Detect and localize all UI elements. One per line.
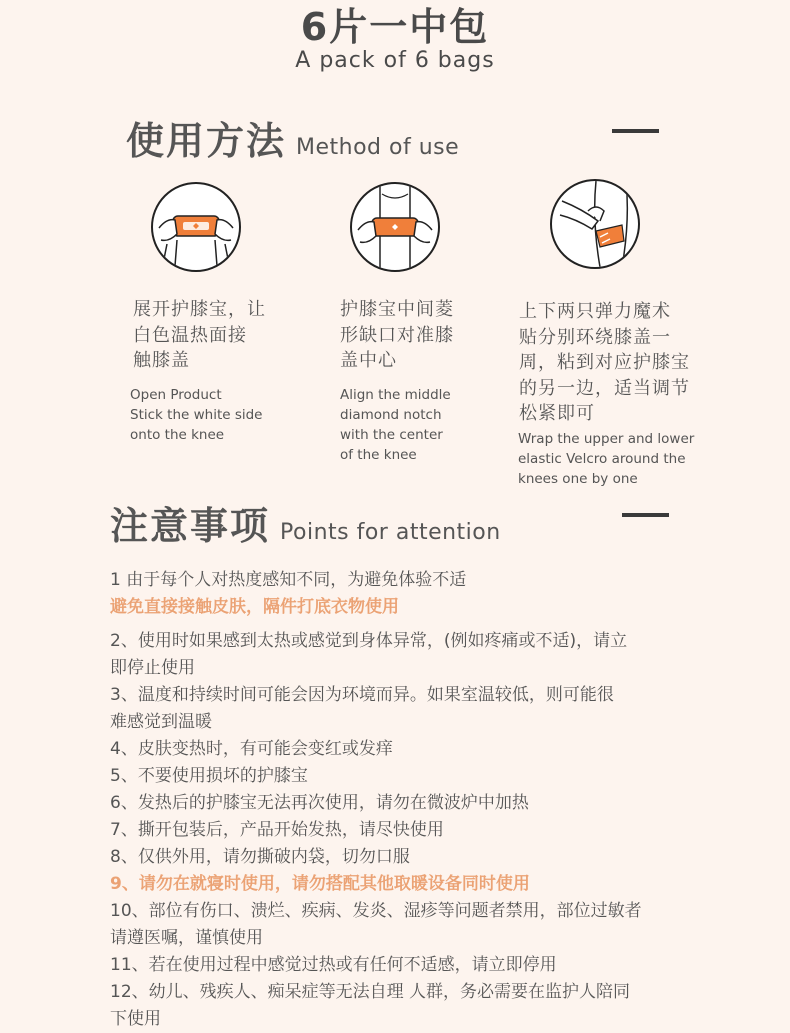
note-item: 6、发热后的护膝宝无法再次使用，请勿在微波炉中加热 [110, 793, 529, 813]
note-item: 7、撕开包装后，产品开始发热，请尽快使用 [110, 820, 444, 840]
attention-heading [110, 495, 501, 550]
note-item: 10、部位有伤口、溃烂、疾病、发炎、湿疹等问题者禁用，部位过敏者 请遵医嘱，谨慎使用 [110, 901, 642, 948]
step-1-zh: 展开护膝宝，让 白色温热面接 触膝盖 [133, 299, 266, 371]
note-item: 4、皮肤变热时，有可能会变红或发痒 [110, 739, 393, 759]
note-item: 12、幼儿、残疾人、痴呆症等无法自理 人群，务必需要在监护人陪同 下使用 [110, 982, 631, 1029]
step-3-zh: 上下两只弹力魔术 贴分别环绕膝盖一 周，粘到对应护膝宝 的另一边，适当调节 松紧即可 [519, 301, 690, 424]
step-2-en: Align the middle diamond notch with the center of the knee [340, 387, 451, 463]
note-item: 5、不要使用损坏的护膝宝 [110, 766, 308, 786]
note-item-warning: 避免直接接触皮肤，隔件打底衣物使用 [110, 597, 399, 617]
note-item: 8、仅供外用，请勿撕破内袋，切勿口服 [110, 847, 410, 867]
attention-title-zh: 注意事项 [110, 504, 271, 548]
attention-title-en: Points for attention [280, 520, 501, 545]
pack-subtitle: A pack of 6 bags [295, 48, 495, 73]
hands-holding-patch-icon [151, 182, 241, 272]
step-1-en: Open Product Stick the white side onto the knee [130, 387, 263, 443]
method-title-en: Method of use [296, 135, 460, 160]
note-item: 11、若在使用过程中感觉过热或有任何不适感，请立即停用 [110, 955, 557, 975]
method-heading [126, 110, 459, 165]
step-3-en: Wrap the upper and lower elastic Velcro around the knees one by one [518, 431, 695, 487]
attention-divider [622, 513, 669, 517]
note-item: 3、温度和持续时间可能会因为环境而异。如果室温较低，则可能很 难感觉到温暖 [110, 685, 614, 732]
method-divider [612, 129, 659, 133]
note-item: 2、使用时如果感到太热或感觉到身体异常，(例如疼痛或不适)，请立 即停止使用 [110, 631, 628, 678]
step-2-zh: 护膝宝中间菱 形缺口对准膝 盖中心 [340, 299, 454, 371]
note-item-warning: 9、请勿在就寝时使用，请勿搭配其他取暖设备同时使用 [110, 874, 530, 894]
method-title-zh: 使用方法 [126, 119, 287, 163]
note-item: 1 由于每个人对热度感知不同，为避免体验不适 [110, 570, 467, 590]
attention-list [110, 567, 770, 1033]
patch-on-knee-icon [350, 182, 440, 272]
wrap-velcro-knee-icon [550, 179, 640, 269]
pack-title: 6片一中包 [300, 5, 490, 49]
